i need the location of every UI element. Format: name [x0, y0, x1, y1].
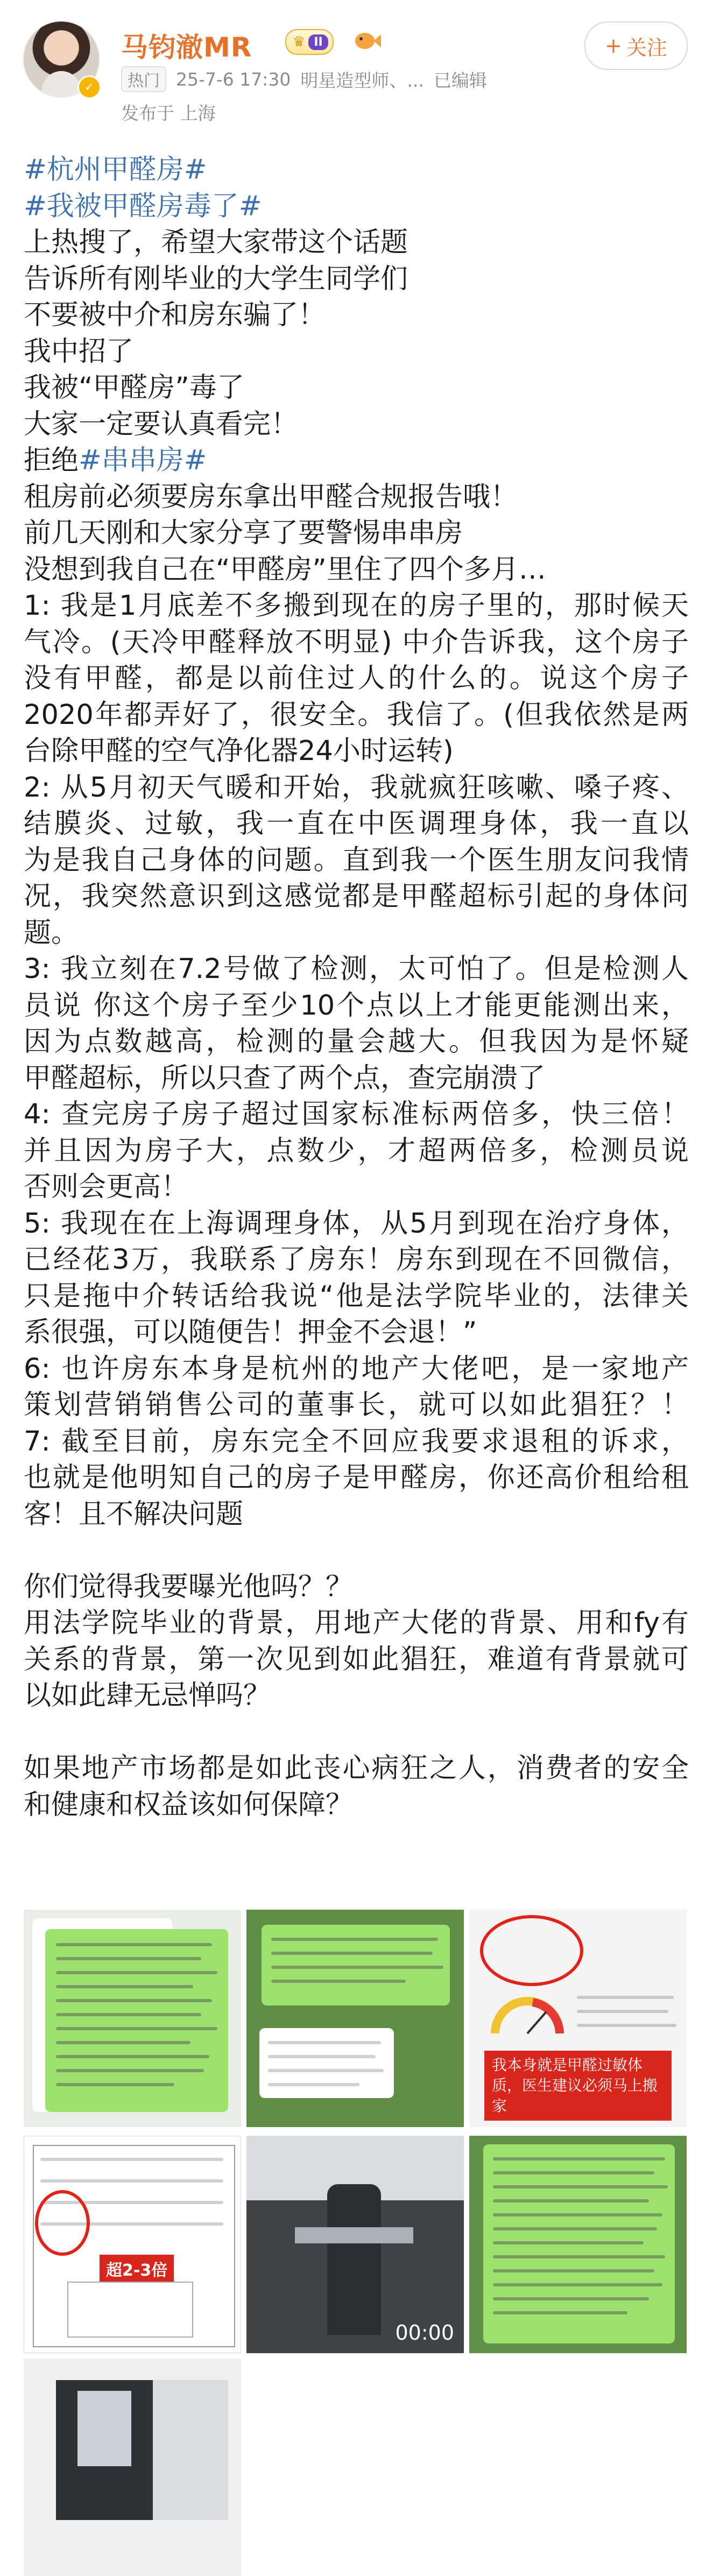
follow-label: 关注 — [626, 36, 667, 60]
post-text-line — [24, 842, 689, 879]
post-text: 也就是他明知自己的房子是甲醛房，你还高价租给租 — [24, 1462, 689, 1494]
post-text-line — [24, 406, 689, 443]
post-text: 关系的背景，第一次见到如此猖狂，难道有背景就可 — [24, 1643, 689, 1676]
post-meta — [121, 67, 487, 92]
post-text-line — [24, 1460, 689, 1496]
image-thumbnail-7[interactable] — [24, 2359, 241, 2576]
post-text-line — [24, 915, 689, 952]
post-text: 策划营销销售公司的董事长，就可以如此猖狂？！ — [24, 1389, 689, 1421]
blank-line — [24, 1532, 689, 1569]
post-text: 否则会更高！ — [24, 1171, 189, 1203]
post-text: 6: 也许房东本身是杭州的地产大佬吧，是一家地产 — [24, 1353, 689, 1385]
post-text-line — [24, 334, 689, 370]
post-text-line — [24, 1387, 689, 1424]
image-thumbnail-1[interactable] — [24, 1910, 241, 2127]
post-text: 7: 截至目前，房东完全不回应我要求退租的诉求， — [24, 1425, 689, 1458]
post-text-line — [24, 1242, 689, 1278]
post-text: 2020年都弄好了，很安全。我信了。(但我依然是两 — [24, 699, 689, 731]
post-text: 我被“甲醛房”毒了 — [24, 372, 244, 404]
plus-icon: + — [605, 34, 622, 58]
post-text-line — [24, 442, 689, 479]
post-text: 没想到我自己在“甲醛房”里住了四个多月… — [24, 553, 546, 586]
image-thumbnail-2[interactable] — [246, 1910, 464, 2127]
post-text-line — [24, 878, 689, 915]
post-text-line — [24, 1351, 689, 1388]
post-text-line — [24, 224, 689, 261]
post-text: 我中招了 — [24, 335, 134, 368]
username[interactable]: 马钧澈MR — [121, 32, 252, 63]
post-text: 没有甲醛，都是以前住过人的什么的。说这个房子 — [24, 663, 689, 694]
post-text: 为是我自己身体的问题。直到我一个医生朋友问我情 — [24, 844, 689, 876]
post-text-line — [24, 1206, 689, 1242]
post-text-line — [24, 1133, 689, 1170]
post-text-line — [24, 152, 689, 188]
post-text: 题。 — [24, 917, 79, 949]
post-text-line — [24, 624, 689, 661]
post-text-line — [24, 1496, 689, 1533]
verified-badge-icon: ✓ — [77, 75, 101, 99]
post-text: 并且因为房子大，点数少，才超两倍多，检测员说 — [24, 1135, 689, 1167]
post-text: 租房前必须要房东拿出甲醛合规报告哦！ — [24, 481, 518, 513]
post-text-line — [24, 1605, 689, 1642]
post-time: 25-7-6 17:30 — [176, 68, 291, 90]
post-text-line — [24, 1678, 689, 1714]
post-text-line — [24, 370, 689, 406]
post-text-line — [24, 1642, 689, 1678]
post-text-line — [24, 1569, 689, 1606]
post-text: 以如此肆无忌惮吗？ — [24, 1680, 271, 1712]
post-text: 5: 我现在在上海调理身体，从5月到现在治疗身体， — [24, 1207, 689, 1240]
post-text: 不要被中介和房东骗了！ — [24, 299, 326, 331]
post-text: 2: 从5月初天气暖和开始，我就疯狂咳嗽、嗓子疼、 — [24, 771, 689, 804]
post-text: 结膜炎、过敏，我一直在中医调理身体，我一直以 — [24, 808, 689, 840]
post-text-line — [24, 552, 689, 588]
post-text: 3: 我立刻在7.2号做了检测，太可怕了。但是检测人 — [24, 953, 689, 985]
image-thumbnail-3[interactable] — [469, 1910, 687, 2127]
post-text-line — [24, 697, 689, 734]
post-content — [24, 152, 689, 1823]
post-text-line — [24, 770, 689, 806]
level-label: II — [308, 34, 328, 50]
post-text: 已经花3万，我联系了房东！房东到现在不回微信， — [24, 1244, 689, 1276]
image-thumbnail-4[interactable] — [24, 2136, 241, 2353]
image-thumbnail-5[interactable] — [246, 2136, 464, 2353]
publish-location: 发布于 上海 — [121, 103, 216, 124]
doctor-advice-box: 我本身就是甲醛过敏体质，医生建议必须马上搬家 — [484, 2051, 672, 2121]
post-text-line — [24, 806, 689, 842]
post-text-line — [24, 588, 689, 624]
post-text: 气冷。(天冷甲醛释放不明显) 中介告诉我，这个房子 — [24, 626, 689, 658]
follow-button[interactable] — [584, 22, 688, 70]
post-text: 告诉所有刚毕业的大学生同学们 — [24, 263, 408, 295]
image-thumbnail-6[interactable] — [469, 2136, 687, 2353]
post-text: 大家一定要认真看完！ — [24, 408, 299, 440]
post-text-line — [24, 951, 689, 988]
post-text: 只是拖中介转话给我说“他是法学院毕业的，法律关 — [24, 1280, 689, 1312]
post-text-line — [24, 988, 689, 1024]
post-text-line — [24, 1314, 689, 1351]
hashtag-link[interactable]: #杭州甲醛房# — [24, 154, 207, 186]
post-text: 和健康和权益该如何保障？ — [24, 1789, 354, 1821]
post-text-line — [24, 1060, 689, 1097]
exceed-label: 超2-3倍 — [100, 2255, 174, 2283]
gauge-icon — [490, 1990, 565, 2039]
post-text-line — [24, 733, 689, 770]
post-text: 甲醛超标，所以只查了两个点，查完崩溃了 — [24, 1062, 546, 1094]
post-text: 1: 我是1月底差不多搬到现在的房子里的，那时候天 — [24, 590, 689, 622]
post-text-line — [24, 297, 689, 334]
post-text-line — [24, 660, 689, 697]
post-text: 4: 查完房子房子超过国家标准标两倍多，快三倍！ — [24, 1099, 689, 1130]
post-text-line — [24, 515, 689, 552]
post-text-line — [24, 1278, 689, 1315]
blank-line — [24, 1714, 689, 1751]
post-text-line — [24, 479, 689, 516]
post-text: 用法学院毕业的背景，用地产大佬的背景、用和fy有 — [24, 1607, 689, 1639]
post-text-line — [24, 1787, 689, 1824]
post-text-line — [24, 261, 689, 298]
level-badge[interactable] — [285, 29, 334, 55]
post-text: 员说 你这个房子至少10个点以上才能更能测出来， — [24, 989, 689, 1022]
edited-label: 已编辑 — [433, 69, 487, 91]
post-text-line — [24, 1096, 689, 1133]
crown-icon: ♛ — [293, 34, 306, 50]
post-text: 客！且不解决问题 — [24, 1498, 244, 1530]
post-text: 如果地产市场都是如此丧心病狂之人，消费者的安全 — [24, 1752, 689, 1784]
video-duration: 00:00 — [395, 2321, 454, 2345]
hot-tag[interactable]: 热门 — [121, 66, 166, 92]
post-text-line — [24, 1169, 689, 1206]
post-text: 你们觉得我要曝光他吗？？ — [24, 1571, 354, 1603]
post-text-line — [24, 1024, 689, 1060]
post-text-line — [24, 1424, 689, 1460]
hashtag-link[interactable]: #我被甲醛房毒了# — [24, 190, 262, 222]
fish-icon — [351, 27, 382, 54]
post-text-line — [24, 188, 689, 225]
post-header — [0, 0, 706, 145]
post-text: 上热搜了，希望大家带这个话题 — [24, 227, 408, 258]
hashtag-link[interactable]: #串串房# — [79, 445, 207, 476]
post-text: 前几天刚和大家分享了要警惕串串房 — [24, 517, 463, 549]
post-text-line — [24, 1750, 689, 1787]
post-text: 因为点数越高，检测的量会越大。但我因为是怀疑 — [24, 1026, 689, 1058]
post-text: 系很强，可以随便告！押金不会退！” — [24, 1317, 477, 1348]
post-text: 台除甲醛的空气净化器24小时运转) — [24, 735, 454, 767]
post-text: 况，我突然意识到这感觉都是甲醛超标引起的身体问 — [24, 881, 689, 912]
post-text: 拒绝 — [24, 445, 79, 476]
post-source: 明星造型师、... — [300, 69, 424, 91]
